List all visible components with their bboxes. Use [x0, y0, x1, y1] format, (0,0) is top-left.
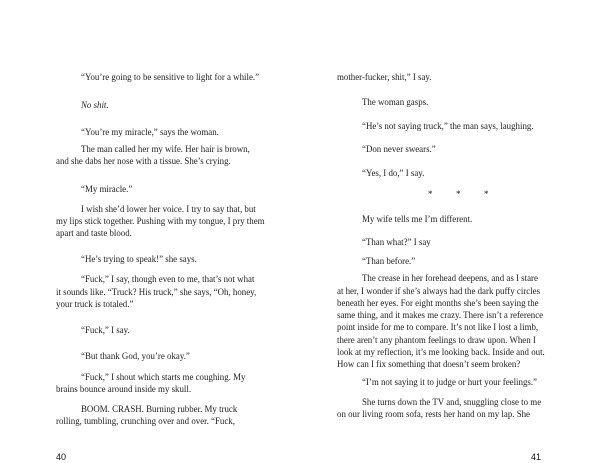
- text-line: on our living room sofa, rests her hand on my lap. She: [337, 409, 531, 419]
- text-line: look at my reflection, it’s me looking back. Inside and out.: [337, 347, 545, 357]
- text-line: “My miracle.”: [81, 184, 133, 194]
- text-line: No shit.: [81, 100, 109, 110]
- text-line: “He’s trying to speak!” she says.: [81, 254, 197, 264]
- text-line: my lips stick together. Pushing with my tongue, I pry them: [56, 216, 265, 226]
- text-line: “Fuck,” I say, though even to me, that’s not what: [81, 274, 255, 284]
- text-line: “You’re my miracle,” says the woman.: [81, 127, 219, 137]
- text-line: The woman gasps.: [362, 97, 429, 107]
- text-line: “Don never swears.”: [362, 144, 436, 154]
- page-number: 41: [531, 452, 542, 462]
- text-line: brains bounce around inside my skull.: [56, 384, 192, 394]
- text-line: How can I fix something that doesn’t seem broken?: [337, 359, 521, 369]
- text-line: “Fuck,” I say.: [81, 325, 130, 335]
- scene-break-asterisk: *: [428, 189, 433, 199]
- text-line: beneath her eyes. For eight months she’s been saying the: [337, 298, 539, 308]
- text-line: there aren’t any phantom feelings to draw upon. When I: [337, 335, 536, 345]
- text-line: mother-fucker, shit,” I say.: [337, 72, 432, 82]
- text-line: She turns down the TV and, snuggling close to me: [362, 397, 542, 407]
- text-line: The crease in her forehead deepens, and as I stare: [362, 273, 538, 283]
- right-page: [300, 0, 600, 463]
- text-line: at her, I wonder if she’s always had the dark puffy circles: [337, 286, 541, 296]
- text-line: your truck is totaled.”: [56, 299, 134, 309]
- text-line: The man called her my wife. Her hair is brown,: [81, 144, 250, 154]
- text-line: “I’m not saying it to judge or hurt your feelings.”: [362, 377, 537, 387]
- text-line: “He’s not saying truck,” the man says, laughing.: [362, 121, 534, 131]
- text-line: apart and taste blood.: [56, 228, 132, 238]
- text-line: it sounds like. “Truck? His truck,” she says, “Oh, honey,: [56, 287, 257, 297]
- scene-break-asterisk: *: [484, 189, 489, 199]
- text-line: same thing, and it makes me crazy. There isn’t a reference: [337, 310, 544, 320]
- text-line: “Yes, I do,” I say.: [362, 168, 425, 178]
- text-line: “Than what?” I say: [362, 237, 431, 247]
- text-line: rolling, tumbling, crunching over and over. “Fuck,: [56, 416, 235, 426]
- text-line: point inside for me to compare. It’s not like I lost a limb,: [337, 322, 539, 332]
- text-line: and she dabs her nose with a tissue. She’s crying.: [56, 156, 231, 166]
- scene-break-asterisk: *: [456, 189, 461, 199]
- text-line: “Fuck,” I shout which starts me coughing. My: [81, 372, 246, 382]
- text-line: I wish she’d lower her voice. I try to say that, but: [81, 204, 256, 214]
- text-line: “Than before.”: [362, 256, 416, 266]
- text-line: BOOM. CRASH. Burning rubber. My truck: [81, 404, 238, 414]
- text-line: “But thank God, you’re okay.”: [81, 351, 190, 361]
- text-line: My wife tells me I’m different.: [362, 214, 473, 224]
- page-number: 40: [56, 452, 67, 462]
- text-line: “You’re going to be sensitive to light for a while.”: [81, 72, 260, 82]
